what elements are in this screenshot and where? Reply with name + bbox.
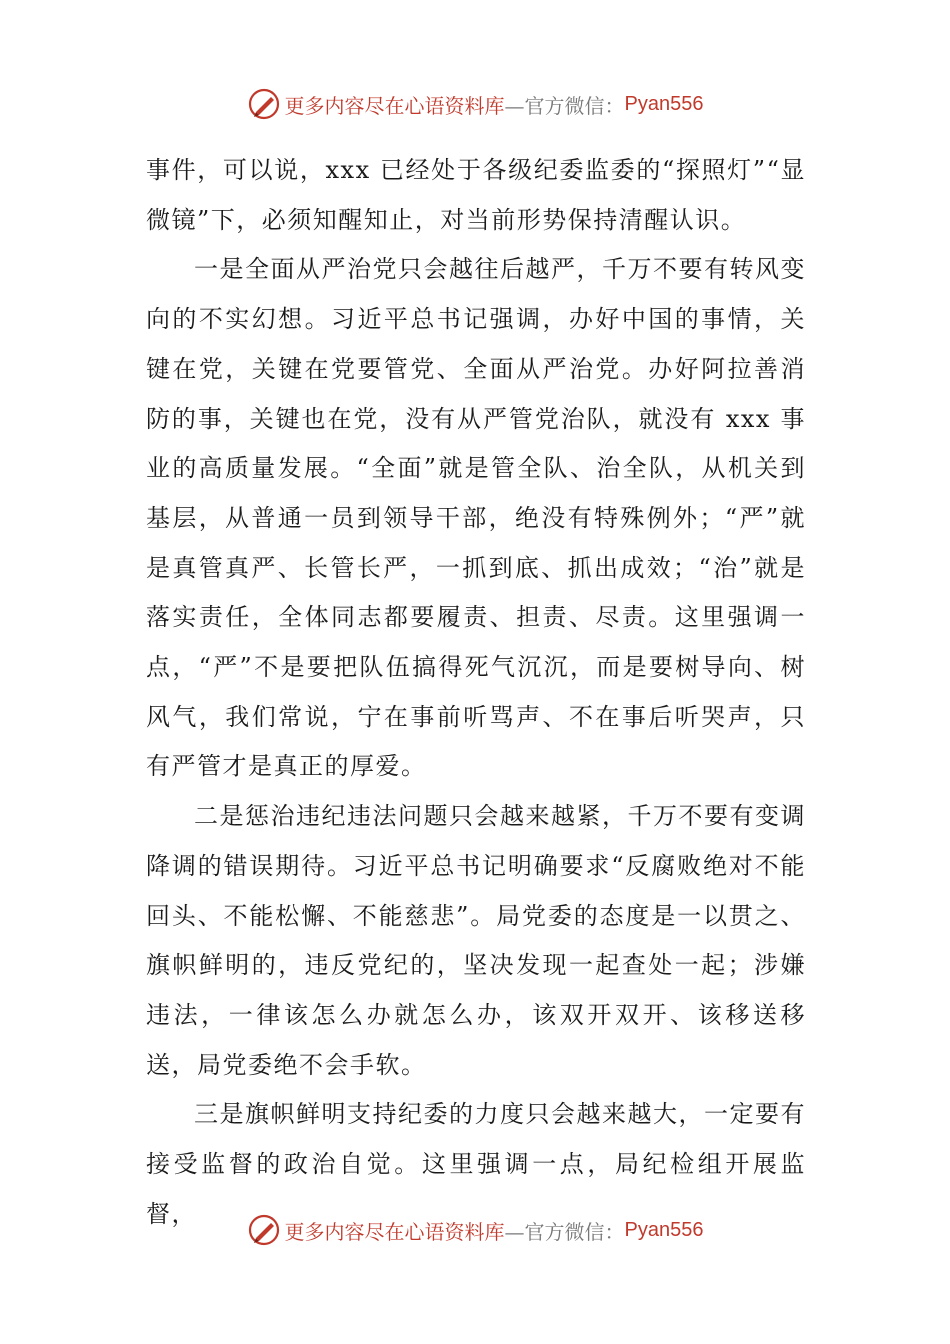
banner-wechat-id: Pyan556: [624, 92, 704, 115]
paragraph-point-one: 一是全面从严治党只会越往后越严，千万不要有转风变向的不实幻想。习近平总书记强调，办好中国的事情，关键在党，关键在党要管党、全面从严治党。办好阿拉善消防的事，关键也在党，没有从严管党治队，就没有 xxx 事业的高质量发展。“全面”就是管全队、治全队，从机关到基层，从普通一员到领导干部，绝没有特殊例外；“严”就是真管真严、长管长严，一抓到底、抓出成效；“治”就是落实责任，全体同志都要履责、担责、尽责。这里强调一点，“严”不是要把队伍搞得死气沉沉，而是要树导向、树风气，我们常说，宁在事前听骂声、不在事后听哭声，只有严管才是真正的厚爱。: [146, 255, 806, 781]
banner-label-text: —官方微信：: [504, 1219, 625, 1244]
banner-label-text: —官方微信：: [504, 93, 625, 118]
pen-logo-icon: [247, 87, 281, 121]
header-watermark-banner: [0, 84, 950, 124]
paragraph-continuation: 事件，可以说，xxx 已经处于各级纪委监委的“探照灯”“显微镜”下，必须知醒知止，对当前形势保持清醒认识。: [146, 156, 806, 234]
document-body: [146, 146, 806, 1239]
banner-brand-text: 更多内容尽在心语资料库: [284, 93, 505, 118]
paragraph-point-three: 三是旗帜鲜明支持纪委的力度只会越来越大，一定要有接受监督的政治自觉。这里强调一点，局纪检组开展监督，: [146, 1100, 806, 1228]
pen-logo-icon: [247, 1213, 281, 1247]
banner-wechat-id: Pyan556: [624, 1218, 704, 1241]
paragraph-point-two: 二是惩治违纪违法问题只会越来越紧，千万不要有变调降调的错误期待。习近平总书记明确要求“反腐败绝对不能回头、不能松懈、不能慈悲”。局党委的态度是一以贯之、旗帜鲜明的，违反党纪的，坚决发现一起查处一起；涉嫌违法，一律该怎么办就怎么办，该双开双开、该移送移送，局党委绝不会手软。: [146, 802, 806, 1079]
footer-watermark-banner: [0, 1210, 950, 1250]
banner-brand-text: 更多内容尽在心语资料库: [284, 1219, 505, 1244]
